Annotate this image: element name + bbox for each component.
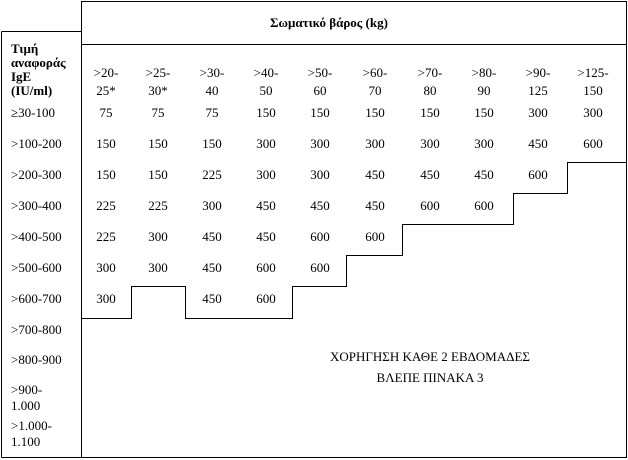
- dose-cell: 450: [474, 167, 494, 182]
- dose-cell: 600: [474, 198, 494, 213]
- weight-column-header: 150: [583, 83, 603, 98]
- dose-cell: 600: [365, 229, 385, 244]
- dose-cell: 300: [310, 167, 330, 182]
- dose-cell: 150: [96, 136, 116, 151]
- weight-column-header: 90: [477, 83, 491, 98]
- dose-cell: 300: [310, 136, 330, 151]
- dosing-note-line-2: ΒΛΕΠΕ ΠΙΝΑΚΑ 3: [376, 370, 484, 385]
- dose-cell: 450: [365, 198, 385, 213]
- ige-row-label: >200-300: [11, 167, 62, 182]
- ige-row-label: >600-700: [11, 291, 62, 306]
- dose-cell: 150: [148, 136, 168, 151]
- dose-cell: 225: [148, 198, 168, 213]
- dose-cell: 600: [256, 260, 276, 275]
- weight-column-header: 60: [313, 83, 327, 98]
- dose-cell: 225: [202, 167, 222, 182]
- weight-column-header: 30*: [148, 83, 168, 98]
- dose-cell: 600: [528, 167, 548, 182]
- ige-row-label: ≥30-100: [11, 105, 55, 120]
- weight-column-header: >70-: [417, 65, 443, 80]
- dose-cell: 225: [96, 198, 116, 213]
- ige-header-line-3: IgE: [11, 69, 32, 84]
- dose-cell: 150: [256, 105, 276, 120]
- dose-cell: 300: [148, 229, 168, 244]
- dose-cell: 450: [528, 136, 548, 151]
- ige-header-line-4: (IU/ml): [11, 83, 53, 98]
- dose-cell: 225: [96, 229, 116, 244]
- weight-column-header: 40: [205, 83, 219, 98]
- ige-row-label: >400-500: [11, 229, 62, 244]
- dose-cell: 450: [202, 291, 222, 306]
- ige-row-label: >1.000-: [11, 418, 52, 433]
- dose-cell: 75: [205, 105, 219, 120]
- ige-row-label: >100-200: [11, 136, 62, 151]
- dose-cell: 450: [256, 229, 276, 244]
- dose-cell: 300: [583, 105, 603, 120]
- weight-column-header: >40-: [253, 65, 279, 80]
- dose-cell: 300: [202, 198, 222, 213]
- ige-row-label: >700-800: [11, 322, 62, 337]
- weight-column-header: >50-: [307, 65, 333, 80]
- dose-cell: 450: [202, 260, 222, 275]
- weight-column-header: >90-: [525, 65, 551, 80]
- weight-column-header: 50: [259, 83, 273, 98]
- dose-cell: 450: [310, 198, 330, 213]
- dose-cell: 300: [365, 136, 385, 151]
- dose-cell: 300: [420, 136, 440, 151]
- dose-cell: 600: [310, 229, 330, 244]
- dose-cell: 150: [365, 105, 385, 120]
- weight-column-header: 70: [368, 83, 382, 98]
- weight-column-header: 125: [528, 83, 548, 98]
- dose-cell: 600: [256, 291, 276, 306]
- weight-column-header: >25-: [145, 65, 171, 80]
- dose-cell: 600: [310, 260, 330, 275]
- dose-cell: 150: [310, 105, 330, 120]
- dose-cell: 600: [583, 136, 603, 151]
- weight-column-header: >80-: [471, 65, 497, 80]
- ige-row-label: >800-900: [11, 352, 62, 367]
- ige-row-label: >300-400: [11, 198, 62, 213]
- dose-cell: 75: [151, 105, 165, 120]
- dose-cell: 150: [96, 167, 116, 182]
- dose-cell: 450: [202, 229, 222, 244]
- dose-cell: 450: [365, 167, 385, 182]
- dose-cell: 300: [256, 167, 276, 182]
- dose-cell: 150: [420, 105, 440, 120]
- weight-column-header: 25*: [96, 83, 116, 98]
- dose-cell: 300: [148, 260, 168, 275]
- weight-column-header: 80: [423, 83, 437, 98]
- ige-row-label: 1.000: [11, 398, 41, 413]
- dose-cell: 300: [528, 105, 548, 120]
- dose-cell: 150: [148, 167, 168, 182]
- weight-column-header: >20-: [93, 65, 119, 80]
- ige-header-line-1: Τιμή: [11, 41, 39, 56]
- weight-column-header: >60-: [362, 65, 388, 80]
- dose-cell: 300: [474, 136, 494, 151]
- dose-cell: 600: [420, 198, 440, 213]
- ige-row-label: >900-: [11, 382, 43, 397]
- weight-header: Σωματικό βάρος (kg): [270, 15, 388, 30]
- ige-row-label: >500-600: [11, 260, 62, 275]
- dose-cell: 450: [256, 198, 276, 213]
- dose-cell: 300: [256, 136, 276, 151]
- weight-column-header: >125-: [577, 65, 609, 80]
- ige-header-line-2: αναφοράς: [11, 55, 66, 70]
- dose-cell: 300: [96, 260, 116, 275]
- weight-column-header: >30-: [199, 65, 225, 80]
- dosing-note-line-1: ΧΟΡΗΓΗΣΗ ΚΑΘΕ 2 ΕΒΔΟΜΑΔΕΣ: [329, 349, 530, 364]
- ige-row-label: 1.100: [11, 434, 41, 449]
- dose-cell: 450: [420, 167, 440, 182]
- dose-cell: 150: [202, 136, 222, 151]
- dose-cell: 75: [99, 105, 113, 120]
- dose-cell: 150: [474, 105, 494, 120]
- dose-cell: 300: [96, 291, 116, 306]
